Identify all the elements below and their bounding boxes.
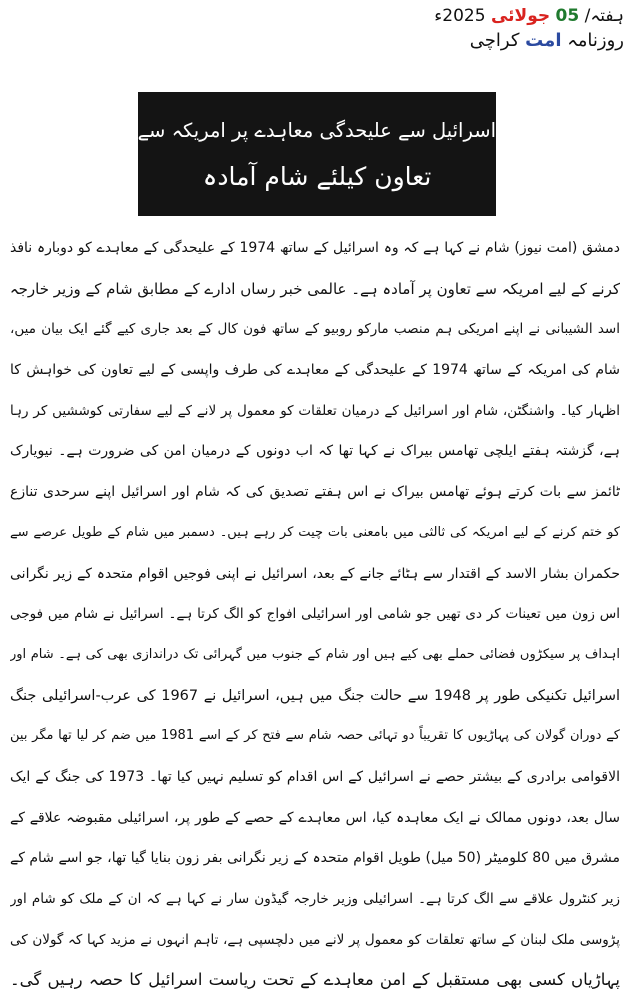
- article-line: مشرق میں 80 کلومیٹر (50 میل) طویل اقوام متحدہ کے زیر نگرانی بفر زون بنایا گیا تھا، جو اسے شام کے: [10, 850, 620, 867]
- article-line: کے دوران گولان کی پہاڑیوں کا تقریباً دو تہائی حصہ شام سے فتح کر کے اسے 1981 میں ضم کر لیا تھا مگر بین: [10, 728, 620, 744]
- date-year: 2025ء: [434, 6, 486, 26]
- article-line: حکمران بشار الاسد کے اقتدار سے ہٹائے جانے کے بعد، اسرائیل نے اپنی فوجیں اقوام متحدہ کے زیر نگرانی: [10, 565, 620, 582]
- dateline: [434, 4, 624, 28]
- article-line: ٹائمز سے بات کرتے ہوئے تھامس بیراک نے اس ہفتے تصدیق کی کہ شام اور اسرائیل اپنے سرحدی تنازع: [10, 484, 620, 501]
- article-body: [10, 228, 620, 1001]
- date-day: 05: [555, 6, 580, 26]
- paper-city: کراچی: [469, 30, 520, 51]
- article-line: اہداف پر سیکڑوں فضائی حملے بھی کیے ہیں اور شام کے جنوب میں گہرائی تک دراندازی بھی کی ہے۔ شام اور: [10, 646, 620, 662]
- article-line: اظہار کیا۔ واشنگٹن، شام اور اسرائیل کے درمیان تعلقات کو معمول پر لانے کے لیے سفارتی کوششیں کر رہا: [10, 402, 620, 419]
- headline-line-1: اسرائیل سے علیحدگی معاہدے پر امریکہ سے: [137, 119, 496, 142]
- paper-prefix: روزنامہ: [567, 30, 624, 51]
- date-month: جولائی: [490, 6, 551, 26]
- article-line: سال بعد، دونوں ممالک نے ایک معاہدہ کیا، اس معاہدے کے حصے کے طور پر، اسرائیلی مقبوضہ علاقے کے: [10, 809, 620, 826]
- article-line: زیر کنٹرول علاقے سے الگ کرتا ہے۔ اسرائیلی وزیر خارجہ گیڈون سار نے کہا ہے کہ ان کے ملک کو شام اور: [10, 891, 620, 907]
- article-line: اسد الشیبانی نے اپنے امریکی ہم منصب مارکو روبیو کے ساتھ فون کال کے بعد جاری کیے گئے ایک بیان میں،: [10, 321, 620, 338]
- newspaper-name: [434, 28, 624, 54]
- article-line: کو ختم کرنے کے لیے امریکہ کی ثالثی میں بامعنی بات چیت کر رہے ہیں۔ دسمبر میں شام کے طویل عرصے سے: [10, 524, 620, 540]
- masthead: [434, 4, 624, 54]
- headline-line-2: تعاون کیلئے شام آمادہ: [202, 162, 432, 191]
- weekday: ہفتہ/: [584, 6, 624, 26]
- article-line: اس زون میں تعینات کر دی تھیں جو شامی اور اسرائیلی افواج کو الگ کرتا ہے۔ اسرائیل نے شام میں فوجی: [10, 606, 620, 623]
- article-line: دمشق (امت نیوز) شام نے کہا ہے کہ وہ اسرائیل کے ساتھ 1974 کے علیحدگی کے معاہدے کو دوبارہ نافذ: [10, 240, 620, 256]
- headline-box: [138, 92, 496, 216]
- article-line: پڑوسی ملک لبنان کے ساتھ تعلقات کو معمول پر لانے میں دلچسپی ہے، تاہم انہوں نے مزید کہا کہ گولان کی: [10, 931, 620, 948]
- article-line: شام کی امریکہ کے ساتھ 1974 کے علیحدگی کے معاہدے کی طرف واپسی کے لیے تعاون کی خواہش کا: [10, 362, 620, 379]
- article-line: الاقوامی برادری کے بیشتر حصے نے اسرائیل کے اس اقدام کو تسلیم نہیں کیا تھا۔ 1973 کی جنگ کے ایک: [10, 768, 620, 785]
- article-line: کرنے کے لیے امریکہ سے تعاون پر آمادہ ہے۔ عالمی خبر رساں ادارے کے مطابق شام کے وزیر خارجہ: [10, 279, 620, 298]
- article-line: پہاڑیاں کسی بھی مستقبل کے امن معاہدے کے تحت ریاست اسرائیل کا حصہ رہیں گی۔: [10, 970, 620, 990]
- paper-title: امت: [525, 30, 562, 51]
- article-line: اسرائیل تکنیکی طور پر 1948 سے حالت جنگ میں ہیں، اسرائیل نے 1967 کی عرب-اسرائیلی جنگ: [10, 687, 620, 704]
- article-line: ہے، گزشتہ ہفتے ایلچی تھامس بیراک نے کہا تھا کہ اب دونوں کے درمیان امن کی ضرورت ہے۔ نیویارک: [10, 443, 620, 460]
